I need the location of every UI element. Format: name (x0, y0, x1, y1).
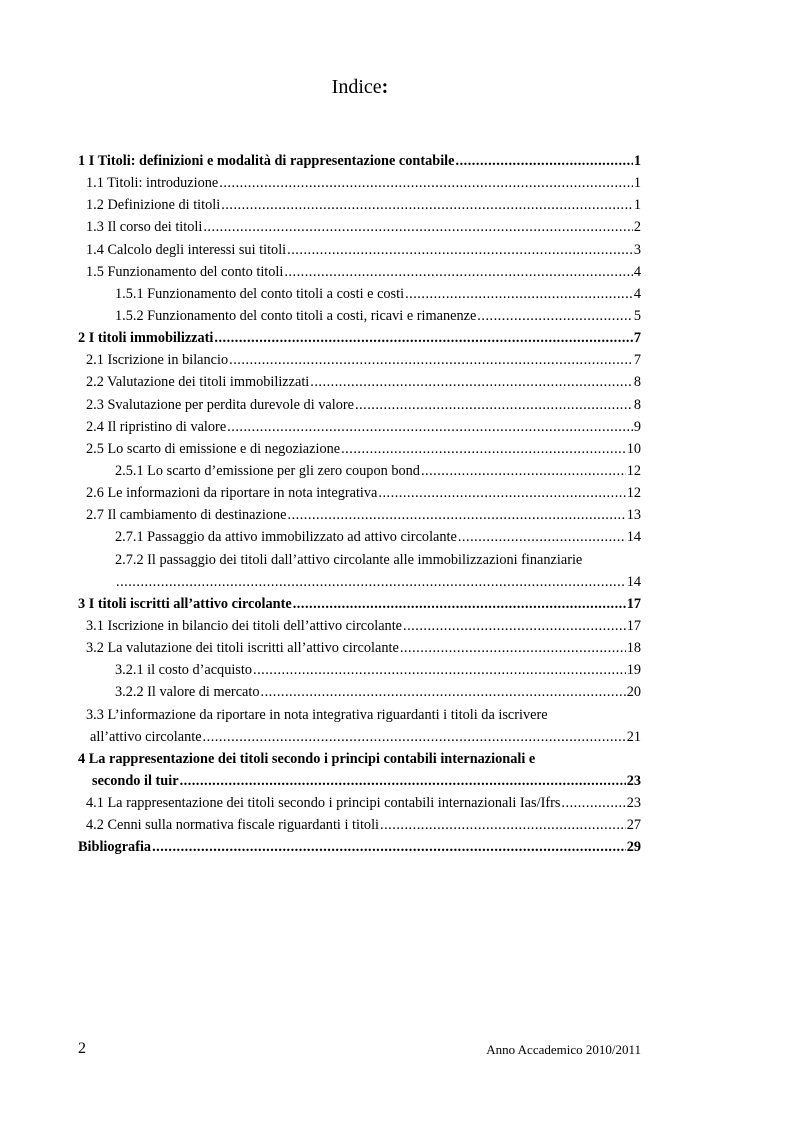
toc-leader-dots (310, 371, 633, 393)
toc-entry-page: 5 (633, 307, 641, 324)
toc-leader-dots (380, 814, 626, 836)
toc-entry[interactable] (78, 261, 641, 283)
toc-entry[interactable] (78, 349, 641, 371)
toc-entry-page: 1 (633, 197, 641, 214)
toc-entry-page: 27 (626, 817, 641, 834)
toc-entry-title: 4.1 La rappresentazione dei titoli secondo i principi contabili internazionali Ias/Ifrs (86, 795, 561, 812)
toc-entry-title: 2.4 Il ripristino di valore (86, 418, 227, 435)
toc-entry-title: 3.2.1 il costo d’acquisto (115, 662, 252, 679)
toc-entry-title: 1.5 Funzionamento del conto titoli (86, 263, 284, 280)
toc-entry[interactable] (78, 394, 641, 416)
toc-leader-dots (203, 726, 626, 748)
page-title (0, 76, 720, 99)
toc-entry-title: 3.1 Iscrizione in bilancio dei titoli dell’attivo circolante (86, 617, 403, 634)
toc-leader-dots (214, 327, 632, 349)
toc-entry[interactable] (78, 637, 641, 659)
toc-entry[interactable] (78, 371, 641, 393)
toc-entry[interactable] (78, 416, 641, 438)
toc-entry-title: 2.1 Iscrizione in bilancio (86, 352, 229, 369)
toc-entry[interactable] (78, 659, 641, 681)
toc-leader-dots (288, 504, 626, 526)
toc-leader-dots (458, 526, 626, 548)
toc-entry[interactable] (78, 836, 641, 858)
toc-entry-page: 8 (633, 374, 641, 391)
toc-entry-page: 12 (626, 462, 641, 479)
toc-entry-title: 3.3 L’informazione da riportare in nota integrativa riguardanti i titoli da iscrivere (86, 706, 548, 723)
toc-leader-dots (219, 172, 633, 194)
toc-leader-dots (229, 349, 633, 371)
toc-entry[interactable] (78, 726, 641, 748)
toc-entry-page: 9 (633, 418, 641, 435)
toc-entry-title: 2 I titoli immobilizzati (78, 330, 214, 347)
toc-entry[interactable] (78, 792, 641, 814)
toc-entry-page: 20 (626, 684, 641, 701)
toc-entry-page: 7 (633, 352, 641, 369)
toc-entry-page: 29 (626, 839, 641, 856)
toc-entry[interactable] (78, 770, 641, 792)
toc-entry-page: 17 (626, 617, 641, 634)
toc-leader-dots (152, 836, 626, 858)
toc-leader-dots (378, 482, 625, 504)
toc-entry-title: 2.6 Le informazioni da riportare in nota integrativa (86, 485, 378, 502)
toc-entry[interactable] (78, 748, 641, 770)
toc-entry-title: Bibliografia (78, 839, 152, 856)
toc-entry-page: 2 (633, 219, 641, 236)
toc-entry-title: 1.1 Titoli: introduzione (86, 175, 219, 192)
toc-entry[interactable] (78, 814, 641, 836)
toc-entry-page: 4 (633, 285, 641, 302)
toc-entry-page: 13 (626, 507, 641, 524)
toc-entry-page: 1 (633, 175, 641, 192)
toc-entry-page: 3 (633, 241, 641, 258)
toc-entry-title: 3.2 La valutazione dei titoli iscritti all’attivo circolante (86, 640, 399, 657)
toc-entry-title: 2.7.1 Passaggio da attivo immobilizzato ad attivo circolante (115, 529, 457, 546)
toc-entry[interactable] (78, 172, 641, 194)
toc-entry-title: 2.5 Lo scarto di emissione e di negoziazione (86, 440, 341, 457)
toc-entry-title: 1.2 Definizione di titoli (86, 197, 221, 214)
toc-entry-page: 7 (633, 330, 641, 347)
toc-leader-dots (287, 239, 633, 261)
toc-entry-page: 18 (626, 640, 641, 657)
toc-leader-dots (116, 571, 626, 593)
toc-leader-dots (403, 615, 626, 637)
page-title-text: Indice (331, 76, 382, 98)
toc-entry-title: 1.5.2 Funzionamento del conto titoli a costi, ricavi e rimanenze (115, 307, 477, 324)
toc-leader-dots (341, 438, 626, 460)
toc-entry-page: 14 (626, 573, 641, 590)
toc-entry[interactable] (78, 482, 641, 504)
toc-leader-dots (561, 792, 625, 814)
toc-leader-dots (180, 770, 626, 792)
toc-leader-dots (477, 305, 633, 327)
toc-entry-page: 1 (633, 153, 641, 169)
toc-entry-title: 3 I titoli iscritti all’attivo circolante (78, 595, 292, 612)
table-of-contents (78, 150, 641, 859)
page-title-colon: : (381, 76, 389, 98)
toc-entry-title: all’attivo circolante (90, 728, 202, 745)
toc-entry-page: 21 (626, 728, 641, 745)
toc-entry[interactable] (78, 526, 641, 548)
toc-entry[interactable] (78, 504, 641, 526)
toc-leader-dots (203, 216, 633, 238)
toc-entry[interactable] (78, 327, 641, 349)
toc-entry[interactable] (78, 593, 641, 615)
toc-entry-page: 12 (626, 485, 641, 502)
toc-entry[interactable] (78, 438, 641, 460)
academic-year: Anno Accademico 2010/2011 (486, 1042, 641, 1057)
toc-leader-dots (355, 394, 633, 416)
toc-leader-dots (261, 681, 626, 703)
toc-entry-page: 19 (626, 662, 641, 679)
toc-entry-title: 1.3 Il corso dei titoli (86, 219, 203, 236)
toc-entry-page: 10 (626, 440, 641, 457)
toc-entry-title: 2.5.1 Lo scarto d’emissione per gli zero coupon bond (115, 462, 420, 479)
toc-entry-title: 1.4 Calcolo degli interessi sui titoli (86, 241, 287, 258)
toc-entry-page: 8 (633, 396, 641, 413)
toc-entry-title: 2.3 Svalutazione per perdita durevole di valore (86, 396, 354, 413)
toc-leader-dots (221, 194, 633, 216)
toc-entry[interactable] (78, 150, 641, 172)
toc-entry[interactable] (78, 216, 641, 238)
toc-entry-title: 2.7.2 Il passaggio dei titoli dall’attivo circolante alle immobilizzazioni finanziarie (115, 551, 583, 568)
toc-entry[interactable] (78, 571, 641, 593)
toc-leader-dots (400, 637, 626, 659)
toc-leader-dots (293, 593, 626, 615)
toc-entry[interactable] (78, 305, 641, 327)
toc-entry[interactable] (78, 704, 641, 726)
toc-entry[interactable] (78, 615, 641, 637)
toc-entry-title: 2.7 Il cambiamento di destinazione (86, 507, 287, 524)
toc-leader-dots (253, 659, 626, 681)
toc-entry-title: 2.2 Valutazione dei titoli immobilizzati (86, 374, 310, 391)
toc-entry-title: 4 La rappresentazione dei titoli secondo i principi contabili internazionali e (78, 750, 536, 767)
toc-leader-dots (405, 283, 633, 305)
toc-leader-dots (227, 416, 633, 438)
toc-entry-title: 1 I Titoli: definizioni e modalità di rappresentazione contabile (78, 153, 455, 169)
toc-entry[interactable] (78, 460, 641, 482)
toc-entry-page: 17 (626, 595, 641, 612)
toc-entry-page: 14 (626, 529, 641, 546)
toc-entry-title: 4.2 Cenni sulla normativa fiscale riguardanti i titoli (86, 817, 380, 834)
toc-leader-dots (456, 150, 633, 172)
toc-entry[interactable] (78, 239, 641, 261)
toc-entry-page: 23 (626, 772, 641, 789)
toc-entry-page: 23 (626, 795, 641, 812)
toc-entry[interactable] (78, 681, 641, 703)
toc-entry[interactable] (78, 194, 641, 216)
toc-entry-title: secondo il tuir (92, 772, 179, 789)
toc-entry-title: 1.5.1 Funzionamento del conto titoli a costi e costi (115, 285, 405, 302)
toc-entry[interactable] (78, 549, 641, 571)
toc-entry-page: 4 (633, 263, 641, 280)
toc-entry[interactable] (78, 283, 641, 305)
toc-leader-dots (421, 460, 626, 482)
page-number: 2 (78, 1040, 86, 1057)
toc-leader-dots (284, 261, 632, 283)
toc-entry-title: 3.2.2 Il valore di mercato (115, 684, 260, 701)
